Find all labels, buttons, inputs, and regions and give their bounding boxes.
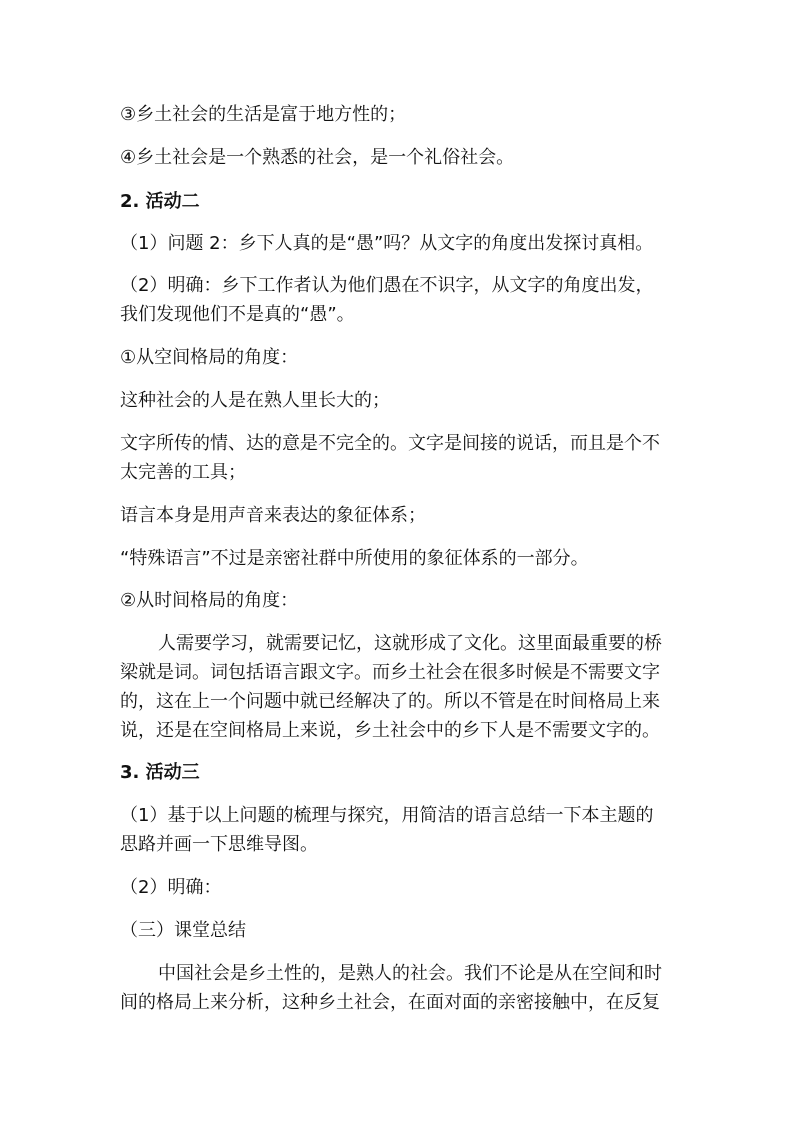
text-line: 梁就是词。词包括语言跟文字。而乡土社会在很多时候是不需要文字 — [120, 662, 660, 683]
text-line: ④乡土社会是一个熟悉的社会，是一个礼俗社会。 — [120, 147, 515, 168]
text-line: 思路并画一下思维导图。 — [120, 834, 318, 855]
text-line: 文字所传的情、达的意是不完全的。文字是间接的说话，而且是个不 — [120, 433, 660, 454]
section-heading: 2. 活动二 — [120, 191, 200, 212]
text-line: 间的格局上来分析，这种乡土社会，在面对面的亲密接触中，在反复 — [120, 992, 660, 1013]
section-heading: （三）课堂总结 — [120, 920, 246, 941]
section-heading: 3. 活动三 — [120, 762, 200, 783]
text-line: （2）明确：乡下工作者认为他们愚在不识字，从文字的角度出发， — [120, 275, 654, 296]
text-line: ②从时间格局的角度： — [120, 590, 299, 611]
text-line: （1）基于以上问题的梳理与探究，用简洁的语言总结一下本主题的 — [120, 805, 654, 826]
text-line: 中国社会是乡土性的，是熟人的社会。我们不论是从在空间和时 — [158, 963, 662, 984]
text-line: 说，还是在空间格局上来说，乡土社会中的乡下人是不需要文字的。 — [120, 720, 660, 741]
text-line: 我们发现他们不是真的“愚”。 — [120, 304, 355, 325]
text-line: 这种社会的人是在熟人里长大的； — [120, 390, 390, 411]
text-line: （2）明确： — [120, 877, 222, 898]
text-line: 人需要学习，就需要记忆，这就形成了文化。这里面最重要的桥 — [158, 633, 662, 654]
text-line: ①从空间格局的角度： — [120, 347, 299, 368]
text-line: （1）问题 2：乡下人真的是“愚”吗？从文字的角度出发探讨真相。 — [120, 233, 654, 254]
text-line: 的，这在上一个问题中就已经解决了的。所以不管是在时间格局上来 — [120, 691, 660, 712]
text-line: 语言本身是用声音来表达的象征体系； — [120, 505, 426, 526]
text-line: 太完善的工具； — [120, 462, 246, 483]
text-line: ③乡土社会的生活是富于地方性的； — [120, 104, 407, 125]
text-line: “特殊语言”不过是亲密社群中所使用的象征体系的一部分。 — [120, 548, 589, 569]
